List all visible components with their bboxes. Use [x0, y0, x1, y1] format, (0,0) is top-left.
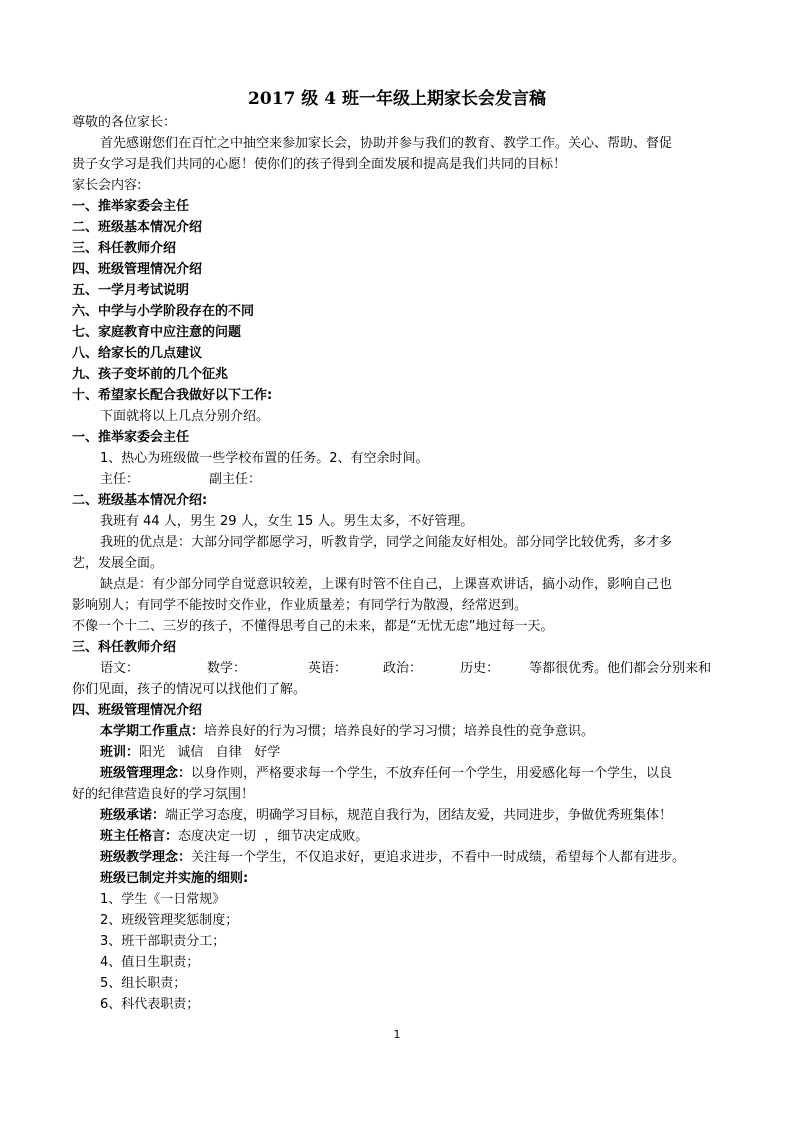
strengths-line-1: 我班的优点是：大部分同学都愿学习，听教肯学，同学之间能友好相处。部分同学比较优秀，多才多 [100, 535, 673, 550]
idea-text: 以身作则，严格要求每一个学生，不放弃任何一个学生，用爱感化每一个学生，以良 [191, 766, 673, 781]
agenda-heading: 家长会内容: [72, 178, 142, 193]
weakness-line-1: 缺点是：有少部分同学自觉意识较差，上课有时管不住自己，上课喜欢讲话，搞小动作，影响自己也 [100, 577, 673, 592]
strengths-line-2: 艺，发展全面。 [72, 556, 164, 571]
chair-label: 主任： [100, 472, 140, 487]
agenda-item: 九、孩子变坏前的几个征兆 [72, 367, 229, 382]
teacher-tail: 等都很优秀。他们都会分别来和 [529, 661, 712, 676]
agenda-item: 八、给家长的几点建议 [72, 346, 203, 361]
section-1-line: 1、热心为班级做一些学校布置的任务。2、有空余时间。 [100, 451, 429, 466]
section-3-heading: 三、科任教师介绍 [72, 640, 177, 655]
page-title: 2017 级 4 班一年级上期家长会发言稿 [248, 89, 546, 109]
rule-item: 6、科代表职责； [100, 997, 200, 1012]
subject-label: 语文： [100, 661, 140, 676]
rules-heading: 班级已制定并实施的细则: [100, 871, 249, 886]
section-4-heading: 四、班级管理情况介绍 [72, 703, 203, 718]
agenda-item: 十、希望家长配合我做好以下工作: [72, 388, 273, 403]
class-size-text: 我班有 44 人，男生 29 人，女生 15 人。男生太多，不好管理。 [100, 514, 474, 529]
chair-row [100, 471, 760, 489]
teach-text: 关注每一个学生，不仅追求好，更追求进步，不看中一时成绩，希望每个人都有进步。 [191, 850, 686, 865]
pledge-label: 班级承诺： [100, 808, 166, 823]
idea-label: 班级管理理念： [100, 766, 192, 781]
rule-item: 1、学生《一日常规》 [100, 892, 226, 907]
idea-line-2: 好的纪律营造良好的学习氛围！ [72, 787, 255, 802]
saying-label: 班主任格言： [100, 829, 179, 844]
subject-label: 英语： [308, 661, 348, 676]
vice-chair-label: 副主任： [209, 472, 262, 487]
summary-line: 不像一个十二、三岁的孩子，不懂得思考自己的未来，都是“无忧无虑”地过每一天。 [72, 619, 554, 634]
saying-text: 态度决定一切 ，细节决定成败。 [178, 829, 369, 844]
agenda-item: 一、推举家委会主任 [72, 199, 190, 214]
intro-line-1: 首先感谢您们在百忙之中抽空来参加家长会，协助并参与我们的教育、教学工作。关心、帮助、督促 [100, 136, 673, 151]
page-number: 1 [393, 1028, 401, 1041]
section-1-heading: 一、推举家委会主任 [72, 430, 190, 445]
agenda-item: 二、班级基本情况介绍 [72, 220, 203, 235]
agenda-item: 三、科任教师介绍 [72, 241, 177, 256]
agenda-item: 七、家庭教育中应注意的问题 [72, 325, 242, 340]
rule-item: 2、班级管理奖惩制度； [100, 913, 239, 928]
motto-row [100, 744, 760, 762]
saying-row [100, 828, 760, 846]
subject-label: 历史： [460, 661, 500, 676]
greeting: 尊敬的各位家长： [72, 115, 177, 130]
teacher-row [100, 660, 760, 678]
teacher-line-2: 你们见面，孩子的情况可以找他们了解。 [72, 682, 307, 697]
idea-row [100, 765, 760, 783]
agenda-item: 四、班级管理情况介绍 [72, 262, 203, 277]
pledge-row [100, 807, 760, 825]
focus-text: 培养良好的行为习惯；培养良好的学习习惯；培养良性的竞争意识。 [204, 724, 595, 739]
subject-label: 政治： [383, 661, 423, 676]
teach-label: 班级教学理念： [100, 850, 192, 865]
agenda-item: 五、一学月考试说明 [72, 283, 190, 298]
teach-row [100, 849, 760, 867]
weakness-line-2: 影响别人；有同学不能按时交作业，作业质量差；有同学行为散漫，经常迟到。 [72, 598, 528, 613]
rule-item: 5、组长职责； [100, 976, 187, 991]
motto-text: 阳光 诚信 自律 好学 [139, 745, 281, 760]
agenda-item: 六、中学与小学阶段存在的不同 [72, 304, 255, 319]
transition-text: 下面就将以上几点分别介绍。 [100, 409, 270, 424]
rule-item: 3、班干部职责分工； [100, 934, 226, 949]
pledge-text: 端正学习态度，明确学习目标，规范自我行为，团结友爱，共同进步，争做优秀班集体！ [165, 808, 673, 823]
intro-line-2: 贵子女学习是我们共同的心愿！使你们的孩子得到全面发展和提高是我们共同的目标！ [72, 157, 567, 172]
motto-label: 班训： [100, 745, 140, 760]
section-2-heading: 二、班级基本情况介绍: [72, 493, 208, 508]
subject-label: 数学： [207, 661, 247, 676]
focus-row [100, 723, 760, 741]
rule-item: 4、值日生职责； [100, 955, 200, 970]
focus-label: 本学期工作重点： [100, 724, 205, 739]
